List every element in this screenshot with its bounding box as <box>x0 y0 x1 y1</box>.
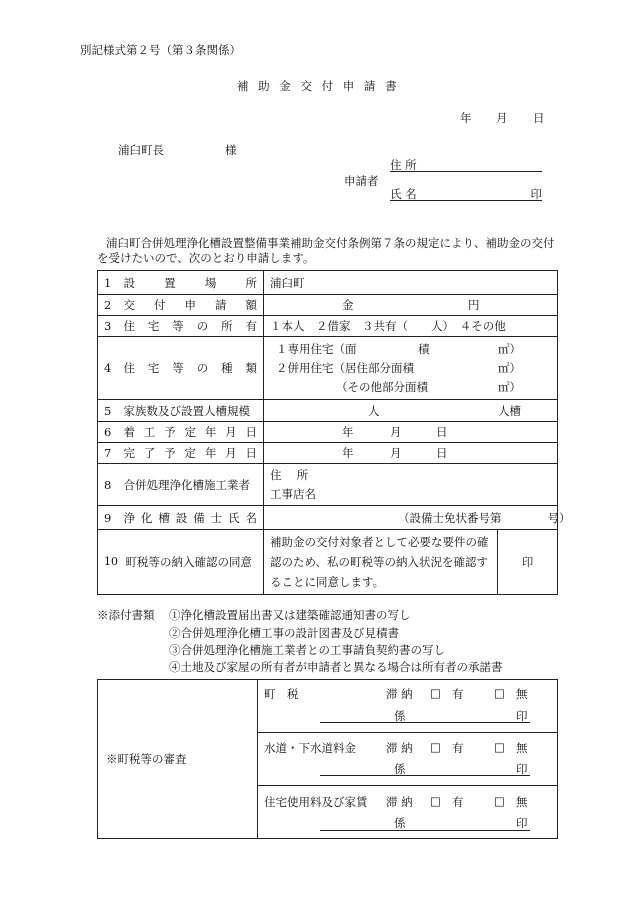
review-status: 滞 納 <box>386 687 413 701</box>
review-status: 滞 納 <box>386 795 413 809</box>
attachment-item: ①浄化槽設置届出書又は建築確認通知書の写し <box>169 608 411 622</box>
housing-line-1: １専用住宅（面 <box>276 342 357 356</box>
row-number: 8 <box>98 464 118 506</box>
clerk-underline <box>320 775 530 776</box>
applicant-seal: 印 <box>530 187 542 201</box>
family-size-value[interactable] <box>264 400 558 422</box>
housing-line-1-b: 積 <box>418 342 430 356</box>
installer-value[interactable] <box>264 506 571 530</box>
applicant-name-label: 氏 名 <box>390 187 417 201</box>
attachment-item: ④土地及び家屋の所有者が申請者と異なる場合は所有者の承諾書 <box>169 660 503 674</box>
name-underline <box>390 200 542 201</box>
attachment-item: ②合併処理浄化槽工事の設計図書及び見積書 <box>169 626 399 640</box>
family-person-unit: 人 <box>368 403 380 418</box>
table-row <box>98 530 558 595</box>
table-row <box>98 295 558 316</box>
review-item-water <box>258 733 558 786</box>
label-yes: 有 <box>452 741 464 755</box>
checkbox-yes[interactable]: □ <box>430 794 441 808</box>
page-title: 補 助 金 交 付 申 請 書 <box>237 79 400 93</box>
start-date-value[interactable] <box>264 422 558 443</box>
contractor-address-label: 住 所 <box>270 467 309 482</box>
review-item-name: 水道・下水道料金 <box>264 741 356 755</box>
form-id: 別記様式第２号（第３条関係） <box>80 43 241 57</box>
housing-line-2: ２併用住宅（居住部分面積 <box>276 361 414 375</box>
installer-license: （設備士免状番号第 号） <box>398 510 571 525</box>
tax-review-table <box>97 679 558 839</box>
clerk-seal[interactable]: 印 <box>516 816 528 830</box>
row-number: 10 <box>98 530 118 595</box>
clerk-label: 係 <box>394 762 406 776</box>
table-row <box>98 506 558 530</box>
contractor-value[interactable] <box>264 464 558 506</box>
label-yes: 有 <box>452 795 464 809</box>
label-completion-date: 完 了 予 定 年 月 日 <box>118 443 264 464</box>
label-start-date: 着 工 予 定 年 月 日 <box>118 422 264 443</box>
start-day: 日 <box>436 425 448 439</box>
applicant-address-label: 住 所 <box>390 158 417 172</box>
table-row <box>98 400 558 422</box>
clerk-underline <box>320 722 530 723</box>
addressee-sama: 様 <box>225 143 237 157</box>
row-number: 2 <box>98 295 118 316</box>
clerk-underline <box>320 830 530 831</box>
clerk-seal[interactable]: 印 <box>516 762 528 776</box>
checkbox-yes[interactable]: □ <box>430 740 441 754</box>
table-row <box>98 271 558 295</box>
intro-line-2: を受けたいので、次のとおり申請します。 <box>97 251 315 265</box>
checkbox-no[interactable]: □ <box>494 794 505 808</box>
attachments-label: ※添付書類 <box>97 608 155 622</box>
row-number: 6 <box>98 422 118 443</box>
intro-line-1: 浦臼町合併処理浄化槽設置整備事業補助金交付条例第７条の規定により、補助金の交付 <box>106 236 555 250</box>
attachments <box>97 607 503 676</box>
label-location: 設 置 場 所 <box>118 271 264 295</box>
review-item-town-tax <box>258 680 558 733</box>
consent-seal[interactable]: 印 <box>498 530 558 595</box>
label-no: 無 <box>516 687 528 701</box>
housing-line-3: （その他部分面積 <box>336 380 428 394</box>
clerk-label: 係 <box>394 709 406 723</box>
amount-kin: 金 <box>342 298 354 312</box>
review-item-housing-rent <box>258 786 558 839</box>
checkbox-no[interactable]: □ <box>494 740 505 754</box>
contractor-company-label: 工事店名 <box>270 486 316 501</box>
consent-line-3: ることに同意します。 <box>270 575 385 589</box>
label-tax-consent: 町税等の納入確認の同意 <box>118 530 264 595</box>
attachment-item: ③合併処理浄化槽施工業者との工事請負契約書の写し <box>169 643 445 657</box>
label-no: 無 <box>516 741 528 755</box>
completion-date-value[interactable] <box>264 443 558 464</box>
row-number: 3 <box>98 316 118 337</box>
checkbox-no[interactable]: □ <box>494 686 505 700</box>
application-table <box>97 270 571 595</box>
checkbox-yes[interactable]: □ <box>430 686 441 700</box>
label-housing-type: 住 宅 等 の 種 類 <box>118 337 264 400</box>
label-family-size: 家族数及び設置人槽規模 <box>118 400 264 422</box>
review-item-name: 住宅使用料及び家賃 <box>264 795 368 809</box>
housing-type-value[interactable] <box>264 337 558 400</box>
addressee-mayor: 浦臼町長 <box>118 143 164 157</box>
applicant-address-field[interactable] <box>390 157 542 172</box>
table-row <box>98 316 558 337</box>
table-row <box>98 443 558 464</box>
location-value[interactable]: 浦臼町 <box>264 271 558 295</box>
review-label: ※町税等の審査 <box>98 680 258 839</box>
label-amount: 交 付 申 請 額 <box>118 295 264 316</box>
label-installer: 浄 化 槽 設 備 士 氏 名 <box>118 506 264 530</box>
label-no: 無 <box>516 795 528 809</box>
table-row <box>98 422 558 443</box>
complete-day: 日 <box>436 446 448 460</box>
consent-line-1: 補助金の交付対象者として必要な要件の確 <box>270 535 489 549</box>
applicant-name-field[interactable] <box>390 186 542 201</box>
date-month: 月 <box>496 111 508 125</box>
table-row <box>98 337 558 400</box>
tank-size-unit: 人槽 <box>498 403 521 418</box>
address-underline <box>390 171 542 172</box>
amount-value[interactable] <box>264 295 558 316</box>
complete-year: 年 <box>342 446 354 460</box>
applicant-label: 申請者 <box>344 174 379 188</box>
row-number: 9 <box>98 506 118 530</box>
label-contractor: 合併処理浄化槽施工業者 <box>118 464 264 506</box>
review-status: 滞 納 <box>386 741 413 755</box>
start-year: 年 <box>342 425 354 439</box>
clerk-seal[interactable]: 印 <box>516 709 528 723</box>
review-item-name: 町 税 <box>264 687 299 701</box>
ownership-options[interactable]: １本人 ２借家 ３共有（ 人） ４その他 <box>264 316 558 337</box>
consent-line-2: 認のため、私の町税等の納入状況を確認す <box>270 555 489 569</box>
row-number: 1 <box>98 271 118 295</box>
row-number: 4 <box>98 337 118 400</box>
row-number: 5 <box>98 400 118 422</box>
housing-line-1-unit: ㎡） <box>498 342 521 356</box>
label-yes: 有 <box>452 687 464 701</box>
tax-consent-text <box>264 530 498 595</box>
housing-line-2-unit: ㎡） <box>498 361 521 375</box>
row-number: 7 <box>98 443 118 464</box>
clerk-label: 係 <box>394 816 406 830</box>
complete-month: 月 <box>390 446 402 460</box>
label-ownership: 住 宅 等 の 所 有 <box>118 316 264 337</box>
start-month: 月 <box>390 425 402 439</box>
date-year: 年 <box>460 111 472 125</box>
amount-yen: 円 <box>468 298 480 312</box>
table-row <box>98 464 558 506</box>
date-day: 日 <box>533 111 545 125</box>
housing-line-3-unit: ㎡） <box>498 380 521 394</box>
